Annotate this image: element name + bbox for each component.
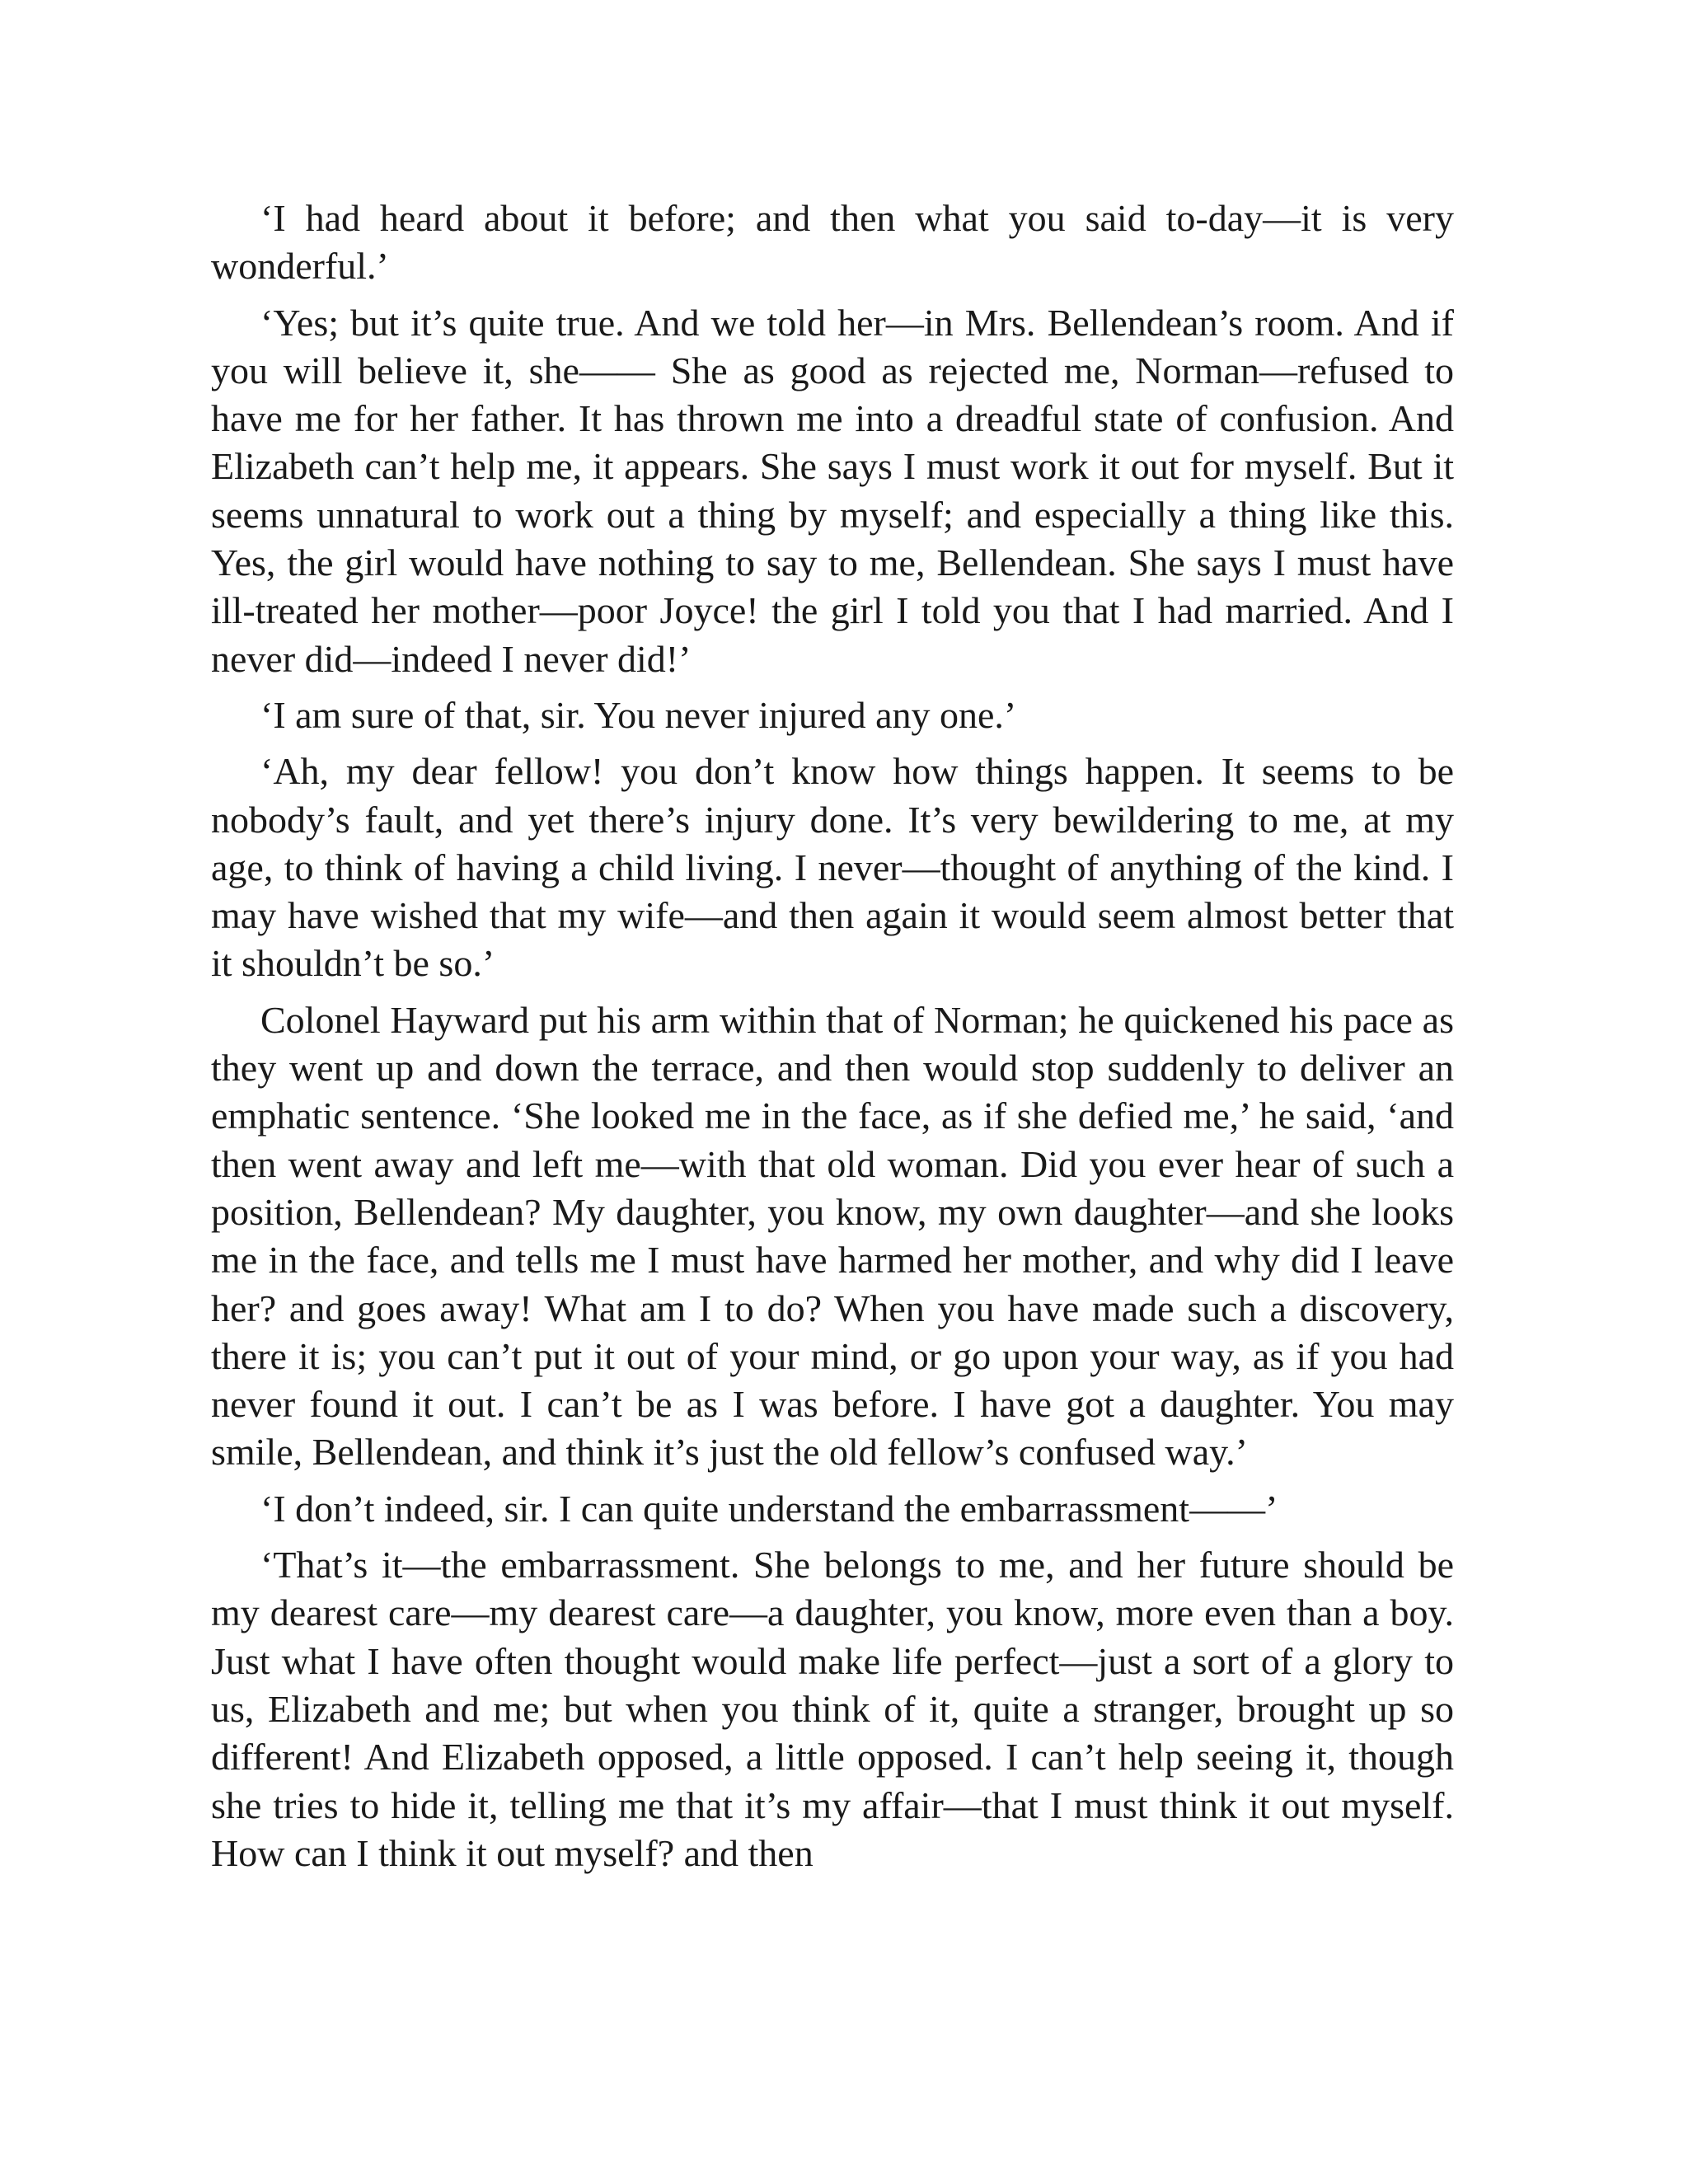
paragraph-1: ‘I had heard about it before; and then what you said to-day—it is very wonderful.’ bbox=[211, 197, 1454, 288]
paragraph-7: ‘That’s it—the embarrassment. She belongs to me, and her future should be my dearest care—my dearest care—a daughter, you know, more even than a boy. Just what I have often thought would make life perfect—just a sort of a glory to us, Elizabeth and me; but when you think of it, quite a stranger, brought up so different! And Elizabeth opposed, a little opposed. I can’t help seeing it, though she tries to hide it, telling me that it’s my affair—that I must think it out myself. How can I think it out myself? and then bbox=[211, 1544, 1454, 1874]
paragraph-2: ‘Yes; but it’s quite true. And we told her—in Mrs. Bellendean’s room. And if you will believe it, she—— She as good as rejected me, Norman—refused to have me for her father. It has thrown me into a dreadful state of confusion. And Elizabeth can’t help me, it appears. She says I must work it out for myself. But it seems unnatural to work out a thing by myself; and especially a thing like this. Yes, the girl would have nothing to say to me, Bellendean. She says I must have ill-treated her mother—poor Joyce! the girl I told you that I had married. And I never did—indeed I never did!’ bbox=[211, 301, 1454, 680]
paragraph-6: ‘I don’t indeed, sir. I can quite understand the embarrassment——’ bbox=[260, 1487, 1278, 1530]
paragraph-5: Colonel Hayward put his arm within that of Norman; he quickened his pace as they went up and down the terrace, and then would stop suddenly to deliver an emphatic sentence. ‘She looked me in the face, as if she defied me,’ he said, ‘and then went away and left me—with that old woman. Did you ever hear of such a position, Bellendean? My daughter, you know, my own daughter—and she looks me in the face, and tells me I must have harmed her mother, and why did I leave her? and goes away! What am I to do? When you have made such a discovery, there it is; you can’t put it out of your mind, or go upon your way, as if you had never found it out. I can’t be as I was before. I have got a daughter. You may smile, Bellendean, and think it’s just the old fellow’s confused way.’ bbox=[211, 998, 1454, 1474]
paragraph-4: ‘Ah, my dear fellow! you don’t know how things happen. It seems to be nobody’s fault, and yet there’s injury done. It’s very bewildering to me, at my age, to think of having a child living. I never—thought of anything of the kind. I may have wished that my wife—and then again it would seem almost better that it shouldn’t be so.’ bbox=[211, 750, 1454, 985]
page-body bbox=[211, 194, 1454, 1886]
paragraph-3: ‘I am sure of that, sir. You never injured any one.’ bbox=[260, 693, 1017, 736]
